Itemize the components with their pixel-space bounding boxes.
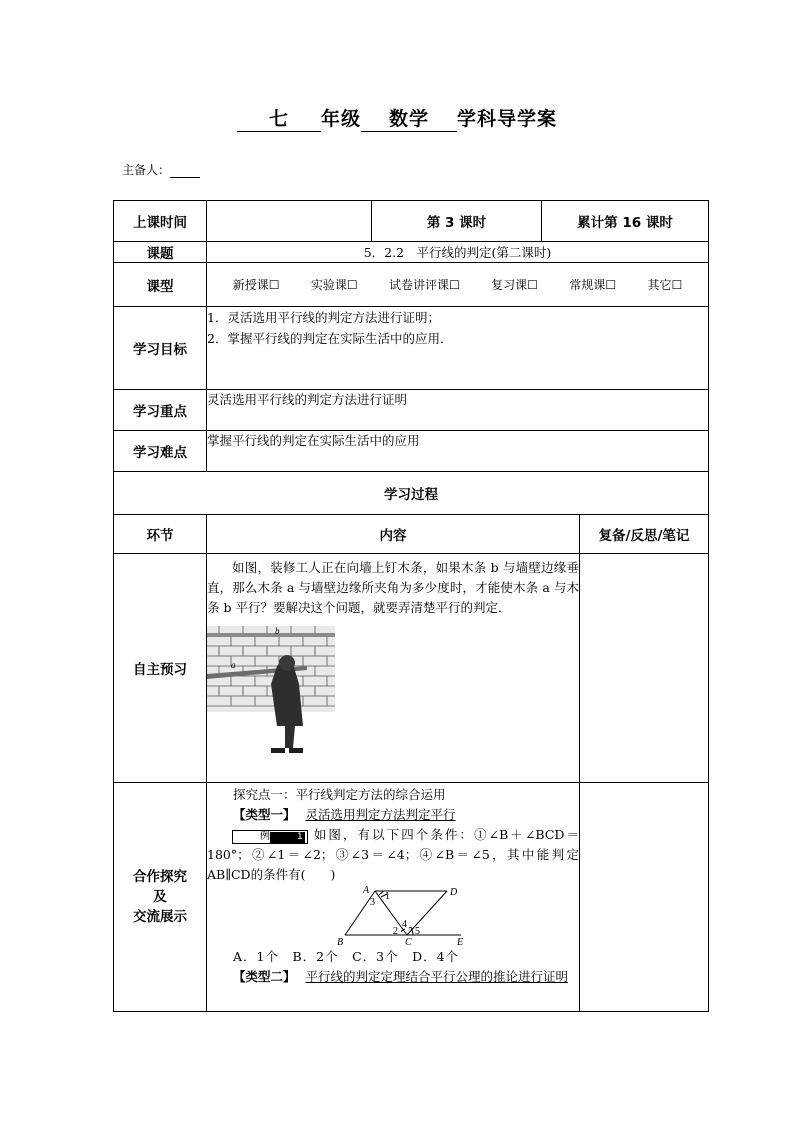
stick-b-label: b	[275, 626, 280, 636]
lesson-type-option[interactable]: 实验课☐	[310, 278, 358, 292]
lesson-type-options	[207, 263, 709, 307]
explore-row	[114, 783, 709, 1012]
explore-type1	[207, 805, 579, 825]
goal-item: 2．掌握平行线的判定在实际生活中的应用．	[207, 331, 453, 346]
cumulative-lesson: 累计第 16 课时	[542, 201, 709, 242]
type1-text: 灵活选用判定方法判定平行	[305, 807, 456, 822]
goal-item: 1．灵活选用平行线的判定方法进行证明；	[207, 310, 440, 325]
preview-row	[114, 554, 709, 783]
key-point-label: 学习重点	[114, 390, 207, 431]
lesson-type-option[interactable]: 复习课☐	[491, 278, 538, 292]
example-tag: 例	[260, 831, 270, 842]
lesson-type-option[interactable]: 试卷讲评课☐	[389, 278, 460, 292]
example-number: 1	[270, 832, 305, 843]
topic-label: 课题	[114, 242, 207, 263]
preview-text: 如图，装修工人正在向墙上钉木条，如果木条 b 与墙壁边缘垂直，那么木条 a 与墙壁边缘所夹角为多少度时，才能使木条 a 与木条 b 平行？要解决这个问题，就要弄清楚平行的判定．	[207, 560, 579, 615]
notes-header: 复备/反思/笔记	[580, 515, 709, 554]
point-d-label: D	[450, 887, 458, 898]
explore-label	[114, 783, 207, 1012]
content-header: 内容	[207, 515, 580, 554]
lesson-number: 第 3 课时	[372, 201, 542, 242]
difficulty-row	[114, 431, 709, 472]
preview-label: 自主预习	[114, 554, 207, 783]
example-text	[207, 825, 579, 885]
example-badge	[232, 830, 308, 844]
difficulty-label: 学习难点	[114, 431, 207, 472]
carpenter-photo	[207, 626, 335, 754]
difficulty-value: 掌握平行线的判定在实际生活中的应用	[207, 431, 709, 472]
header-row	[114, 201, 709, 242]
column-header-row	[114, 515, 709, 554]
answer-options: A．1个 B．2个 C．3个 D．4个	[233, 949, 460, 964]
explore-content	[207, 783, 580, 1012]
author-blank	[170, 163, 200, 178]
author-line	[122, 161, 200, 178]
goals-content	[207, 307, 709, 390]
lesson-type-label: 课型	[114, 263, 207, 307]
subject-blank: 数学	[361, 104, 457, 132]
preview-content	[207, 554, 580, 783]
lesson-plan-table	[113, 200, 709, 1012]
author-label: 主备人：	[122, 163, 171, 177]
explore-point1: 探究点一：平行线判定方法的综合运用	[233, 787, 446, 802]
example-body: 如图，有以下四个条件：①∠B＋∠BCD＝180°；②∠1＝∠2；③∠3＝∠4；④∠B＝∠5，其中能判定AB∥CD的条件有( )	[207, 827, 579, 882]
key-point-row	[114, 390, 709, 431]
stage-header: 环节	[114, 515, 207, 554]
title-suffix: 学科导学案	[457, 108, 558, 130]
point-b-label: B	[337, 937, 344, 947]
type2-tag: 【类型二】	[233, 969, 296, 984]
point-c-label: C	[405, 937, 412, 947]
topic-row	[114, 242, 709, 263]
angle-3-label: 3	[370, 897, 375, 908]
explore-type2	[207, 967, 579, 987]
grade-suffix: 年级	[320, 108, 361, 130]
page-title	[0, 104, 794, 132]
goals-label: 学习目标	[114, 307, 207, 390]
angle-4-label: 4	[402, 919, 407, 930]
topic-value: 5．2.2 平行线的判定(第二课时)	[207, 242, 709, 263]
stick-a-label: a	[231, 660, 236, 670]
lesson-type-option[interactable]: 其它☐	[647, 278, 683, 292]
grade-blank: 七	[237, 104, 321, 132]
point-a-label: A	[363, 885, 370, 896]
parallelogram-diagram	[335, 885, 495, 947]
lesson-type-option[interactable]: 常规课☐	[569, 278, 617, 292]
process-title-row	[114, 472, 709, 515]
explore-label-line: 及	[153, 889, 167, 905]
time-value	[207, 201, 372, 242]
process-title: 学习过程	[114, 472, 709, 515]
goals-row	[114, 307, 709, 390]
explore-label-line: 合作探究	[133, 869, 187, 885]
angle-5-label: 5	[415, 926, 420, 937]
point-e-label: E	[457, 937, 464, 947]
explore-notes	[580, 783, 709, 1012]
type1-tag: 【类型一】	[233, 807, 296, 822]
preview-notes	[580, 554, 709, 783]
lesson-type-row	[114, 263, 709, 307]
angle-1-label: 1	[385, 891, 390, 902]
carpenter-illustration	[207, 626, 335, 756]
geometry-figure	[207, 885, 579, 947]
time-label: 上课时间	[114, 201, 207, 242]
angle-2-label: 2	[393, 926, 398, 937]
key-point-value: 灵活选用平行线的判定方法进行证明	[207, 390, 709, 431]
lesson-type-option[interactable]: 新授课☐	[232, 278, 280, 292]
type2-text: 平行线的判定定理结合平行公理的推论进行证明	[305, 969, 569, 984]
explore-label-line: 交流展示	[133, 909, 187, 925]
